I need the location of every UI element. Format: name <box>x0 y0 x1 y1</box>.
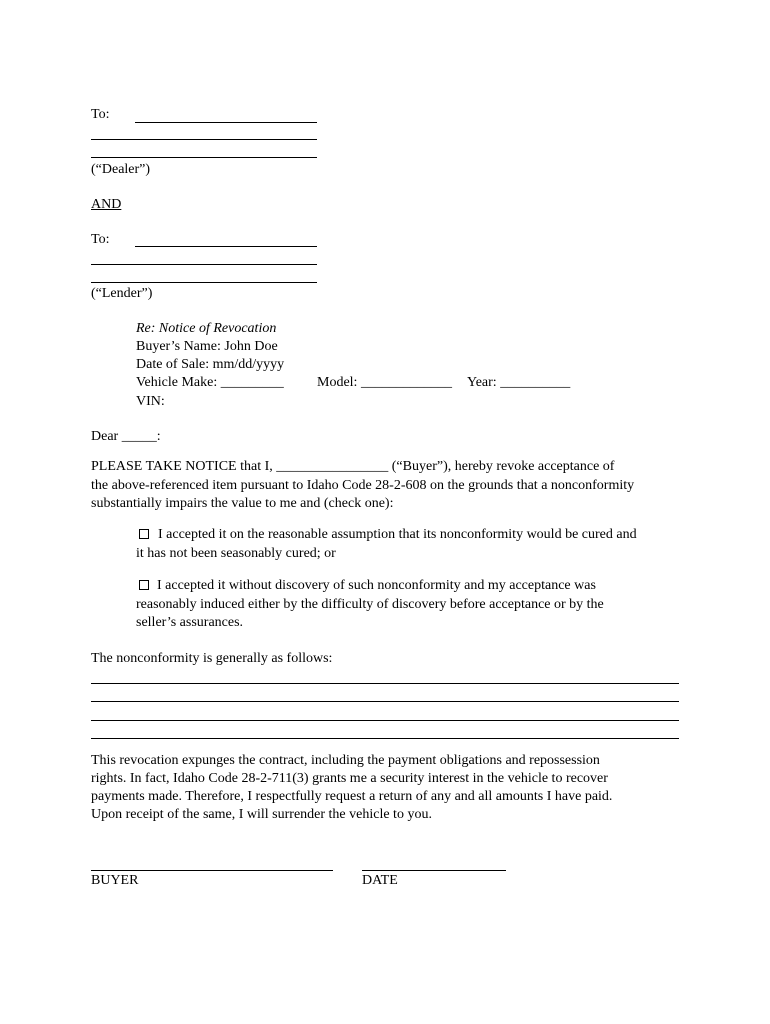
notice-line: the above-referenced item pursuant to Idaho Code 28-2-608 on the grounds that a nonconformity <box>91 478 635 493</box>
lender-role-label: (“Lender”) <box>91 286 153 301</box>
dealer-address-line-1[interactable] <box>91 139 317 140</box>
notice-line: PLEASE TAKE NOTICE that I, ________________ (“Buyer”), hereby revoke acceptance of <box>91 459 615 474</box>
vehicle-model: Model: _____________ <box>317 375 452 390</box>
lender-address-line-1[interactable] <box>91 264 317 265</box>
nonconformity-line-2[interactable] <box>91 701 679 702</box>
dealer-to-label: To: <box>91 107 110 122</box>
nonconformity-line-3[interactable] <box>91 720 679 721</box>
closing-line: This revocation expunges the contract, including the payment obligations and repossession <box>91 753 600 768</box>
dealer-address-line-2[interactable] <box>91 157 317 158</box>
vin-label: VIN: <box>136 394 165 409</box>
nonconformity-line-1[interactable] <box>91 683 679 684</box>
option-2-text: I accepted it without discovery of such nonconformity and my acceptance was <box>157 578 596 593</box>
option-1-checkbox[interactable] <box>139 529 149 539</box>
nonconformity-line-4[interactable] <box>91 738 679 739</box>
closing-line: rights. In fact, Idaho Code 28-2-711(3) grants me a security interest in the vehicle to recover <box>91 771 608 786</box>
salutation: Dear _____: <box>91 429 161 444</box>
dealer-role-label: (“Dealer”) <box>91 162 151 177</box>
notice-line: substantially impairs the value to me and (check one): <box>91 496 394 511</box>
option-2-checkbox[interactable] <box>139 580 149 590</box>
option-1-item <box>139 526 637 544</box>
dealer-name-line[interactable] <box>135 122 317 123</box>
closing-line: Upon receipt of the same, I will surrender the vehicle to you. <box>91 807 432 822</box>
option-1-text: it has not been seasonably cured; or <box>136 546 336 561</box>
date-signature-line[interactable] <box>362 870 506 871</box>
vehicle-year: Year: __________ <box>467 375 571 390</box>
option-2-text: seller’s assurances. <box>136 615 244 630</box>
buyer-name: Buyer’s Name: John Doe <box>136 339 278 354</box>
option-2-item <box>139 577 596 595</box>
date-of-sale: Date of Sale: mm/dd/yyyy <box>136 357 285 372</box>
and-heading: AND <box>91 197 122 212</box>
re-heading: Re: Notice of Revocation <box>136 321 277 336</box>
buyer-label: BUYER <box>91 873 139 888</box>
lender-address-line-2[interactable] <box>91 282 317 283</box>
vehicle-make: Vehicle Make: _________ <box>136 375 284 390</box>
date-label: DATE <box>362 873 398 888</box>
closing-line: payments made. Therefore, I respectfully request a return of any and all amounts I have paid. <box>91 789 613 804</box>
option-2-text: reasonably induced either by the difficulty of discovery before acceptance or by the <box>136 597 604 612</box>
lender-to-label: To: <box>91 232 110 247</box>
option-1-text: I accepted it on the reasonable assumption that its nonconformity would be cured and <box>158 527 637 542</box>
nonconformity-label: The nonconformity is generally as follows: <box>91 651 333 666</box>
lender-name-line[interactable] <box>135 246 317 247</box>
buyer-signature-line[interactable] <box>91 870 333 871</box>
